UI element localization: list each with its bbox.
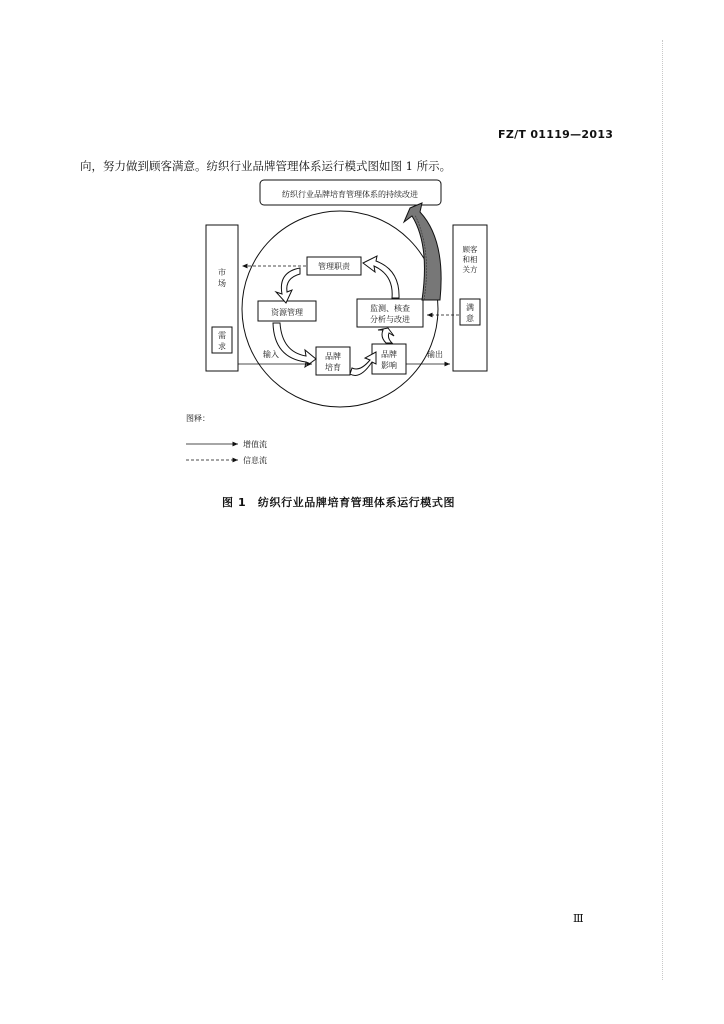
legend-value-label: 增值流 <box>243 440 267 449</box>
mgmt-duty-label: 管理职责 <box>318 262 350 271</box>
demand-label-2: 求 <box>218 342 226 351</box>
brand-build-label-1: 品牌 <box>325 352 341 361</box>
market-label-1: 市 <box>218 268 226 277</box>
intro-paragraph: 向，努力做到顾客满意。纺织行业品牌管理体系运行模式图如图 1 所示。 <box>80 159 452 173</box>
figure-caption: 图 1 纺织行业品牌培育管理体系运行模式图 <box>222 496 456 509</box>
market-label-2: 场 <box>218 279 226 288</box>
standard-number: FZ/T 01119—2013 <box>498 128 614 141</box>
input-label: 输入 <box>263 350 279 359</box>
page-number: Ⅲ <box>573 912 584 925</box>
customer-label-1: 顾客 <box>462 245 478 254</box>
monitor-label-1: 监测、核查 <box>370 304 410 313</box>
cycle-arrow-monitor-to-duty <box>363 256 399 298</box>
brand-build-label-2: 培育 <box>325 363 341 372</box>
satisfaction-label-1: 满 <box>466 303 474 312</box>
monitor-label-2: 分析与改进 <box>370 315 410 324</box>
top-improvement-text: 纺织行业品牌培育管理体系的持续改进 <box>282 190 418 199</box>
cycle-arrow-duty-to-resource <box>276 268 300 303</box>
legend-info-label: 信息流 <box>243 456 267 465</box>
satisfaction-label-2: 意 <box>466 314 474 323</box>
brand-influence-label-1: 品牌 <box>381 350 397 359</box>
improvement-arrow <box>404 203 441 300</box>
cycle-arrow-influence-to-monitor <box>378 328 394 343</box>
output-label: 输出 <box>427 350 443 359</box>
brand-influence-label-2: 影响 <box>381 361 397 370</box>
customer-label-3: 关方 <box>462 265 478 274</box>
cycle-arrow-resource-to-brand <box>273 323 316 367</box>
customer-label-2: 和相 <box>462 255 478 264</box>
demand-label-1: 需 <box>218 331 226 340</box>
legend-title: 图释： <box>186 414 210 423</box>
resource-mgmt-label: 资源管理 <box>271 308 303 317</box>
